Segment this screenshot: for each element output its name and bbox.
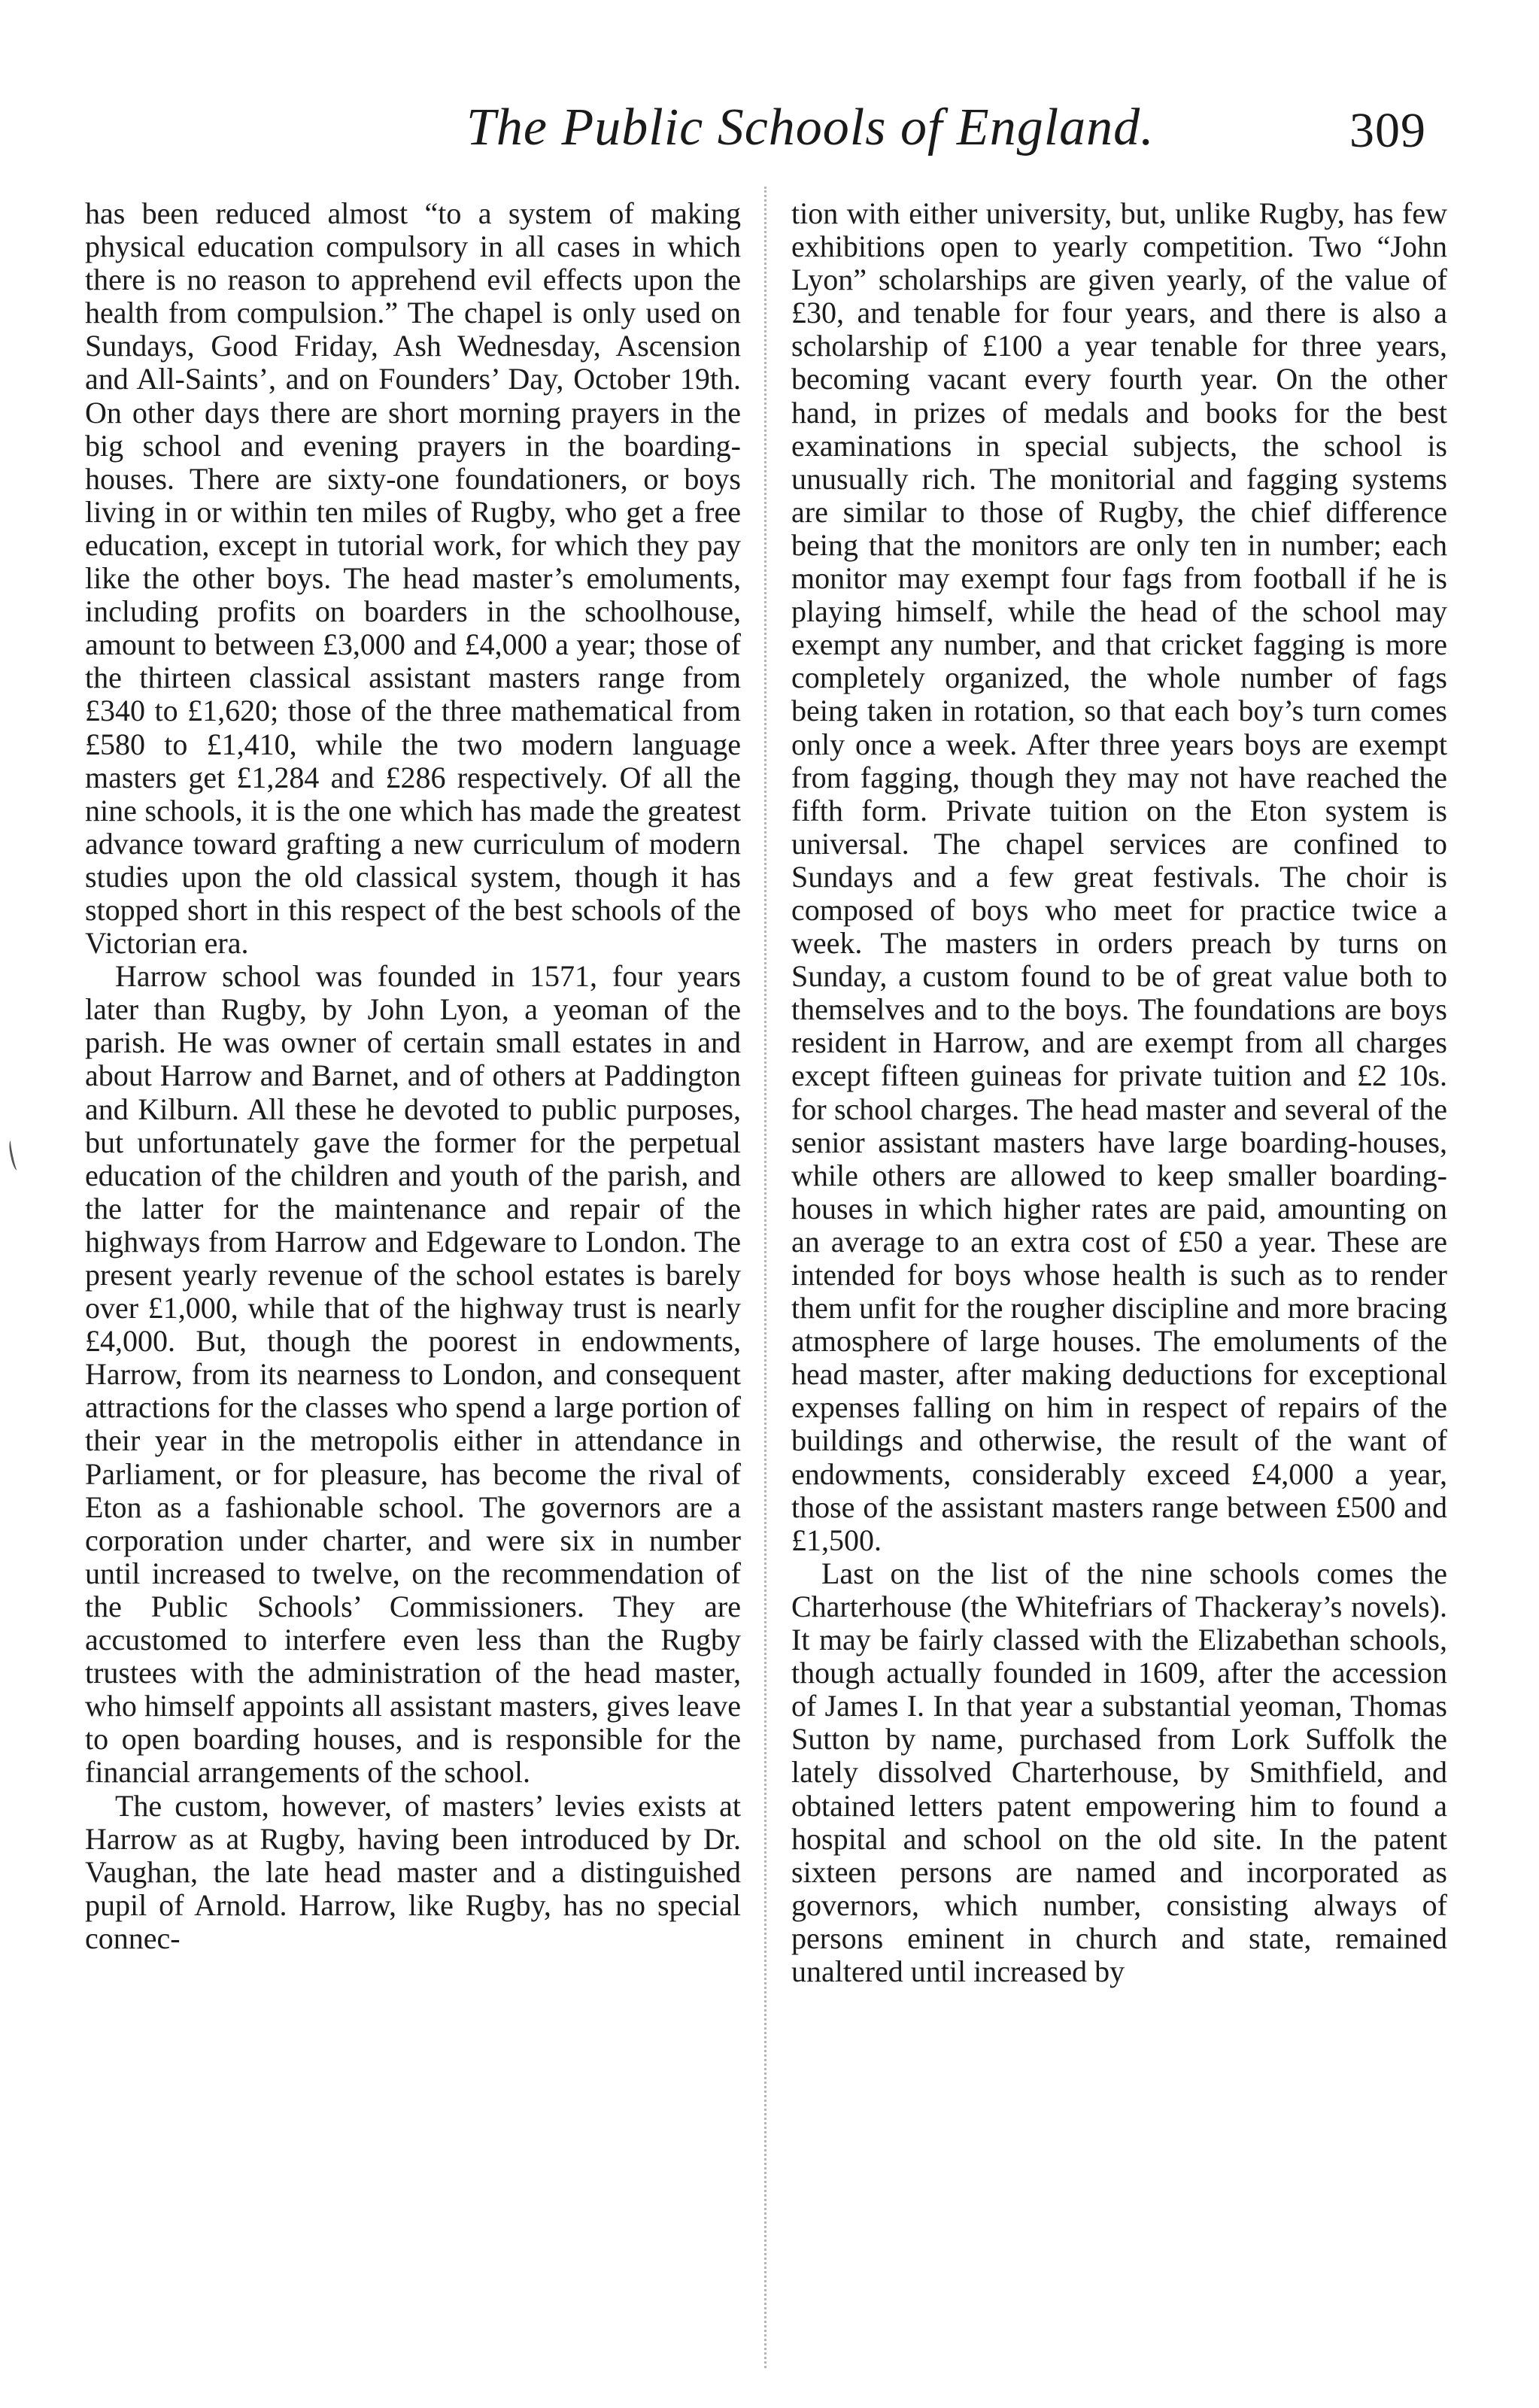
page-number: 309 — [1349, 103, 1426, 158]
right-paragraph-harrow-scholarships: tion with either university, but, unlike Rugby, has few exhibitions open to yearly competition. Two “John Lyon” scholarships are given yearly, of the value of £30, and tenable for four years, and there is also a scholarship of £100 a year tenable for three years, becoming vacant every fourth year. On the other hand, in prizes of medals and books for the best examinations in special subjects, the school is unusually rich. The monitorial and fagging systems are similar to those of Rugby, the chief difference being that the monitors are only ten in number; each monitor may exempt four fags from football if he is playing himself, while the head of the school may exempt any number, and that cricket fagging is more completely organized, the whole number of fags being taken in rotation, so that each boy’s turn comes only once a week. After three years boys are exempt from fagging, though they may not have reached the fifth form. Private tuition on the Eton system is universal. The chapel services are confined to Sundays and a few great festivals. The choir is composed of boys who meet for practice twice a week. The masters in orders preach by turns on Sunday, a custom found to be of great value both to themselves and to the boys. The foundations are boys resident in Harrow, and are exempt from all charges except fifteen guineas for private tuition and £2 10s. for school charges. The head master and several of the senior assistant masters have large boarding-houses, while others are allowed to keep smaller boarding-houses in which higher rates are paid, amounting on an average to an extra cost of £50 a year. These are intended for boys whose health is such as to render them unfit for the rougher discipline and more bracing atmosphere of large houses. The emoluments of the head master, after making deductions for exceptional expenses falling on him in respect of repairs of the buildings and otherwise, the result of the want of endowments, considerably exceed £4,000 a year, those of the assistant masters range between £500 and £1,500. — [791, 196, 1447, 1557]
column-divider — [764, 187, 766, 2368]
left-column — [85, 197, 741, 1955]
running-head — [0, 98, 1539, 173]
left-paragraph-masters-levies: The custom, however, of masters’ levies exists at Harrow as at Rugby, having been introduced by Dr. Vaughan, the late head master and a distinguished pupil of Arnold. Harrow, like Rugby, has no special connec- — [85, 1788, 741, 1955]
right-column — [791, 197, 1447, 1988]
margin-mark — [8, 1140, 20, 1171]
right-paragraph-charterhouse: Last on the list of the nine schools comes the Charterhouse (the Whitefriars of Thackeray’s novels). It may be fairly classed with the Elizabethan schools, though actually founded in 1609, after the accession of James I. In that year a substantial yeoman, Thomas Sutton by name, purchased from Lork Suffolk the lately dissolved Charterhouse, by Smithfield, and obtained letters patent empowering him to found a hospital and school on the old site. In the patent sixteen persons are named and incorporated as governors, which number, consisting always of persons eminent in church and state, remained unaltered until increased by — [791, 1556, 1447, 1988]
left-paragraph-rugby-conclusion: has been reduced almost “to a system of making physical education compulsory in all cases in which there is no reason to apprehend evil effects upon the health from compulsion.” The chapel is only used on Sundays, Good Friday, Ash Wednesday, Ascension and All-Saints’, and on Founders’ Day, October 19th. On other days there are short morning prayers in the big school and evening prayers in the boarding-houses. There are sixty-one foundationers, or boys living in or within ten miles of Rugby, who get a free education, except in tutorial work, for which they pay like the other boys. The head master’s emoluments, including profits on boarders in the schoolhouse, amount to between £3,000 and £4,000 a year; those of the thirteen classical assistant masters range from £340 to £1,620; those of the three mathematical from £580 to £1,410, while the two modern language masters get £1,284 and £286 respectively. Of all the nine schools, it is the one which has made the greatest advance toward grafting a new curriculum of modern studies upon the old classical system, though it has stopped short in this respect of the best schools of the Victorian era. — [85, 196, 741, 961]
running-title: The Public Schools of England. — [466, 99, 1155, 156]
left-paragraph-harrow-founding: Harrow school was founded in 1571, four years later than Rugby, by John Lyon, a yeoman of the parish. He was owner of certain small estates in and about Harrow and Barnet, and of others at Paddington and Kilburn. All these he devoted to public purposes, but unfortunately gave the former for the perpetual education of the children and youth of the parish, and the latter for the maintenance and repair of the highways from Harrow and Edgeware to London. The present yearly revenue of the school estates is barely over £1,000, while that of the highway trust is nearly £4,000. But, though the poorest in endowments, Harrow, from its nearness to London, and consequent attractions for the classes who spend a large portion of their year in the metropolis either in attendance in Parliament, or for pleasure, has become the rival of Eton as a fashionable school. The governors are a corporation under charter, and were six in number until increased to twelve, on the recommendation of the Public Schools’ Commissioners. They are accustomed to interfere even less than the Rugby trustees with the administration of the head master, who himself appoints all assistant masters, gives leave to open boarding houses, and is responsible for the financial arrangements of the school. — [85, 959, 741, 1790]
